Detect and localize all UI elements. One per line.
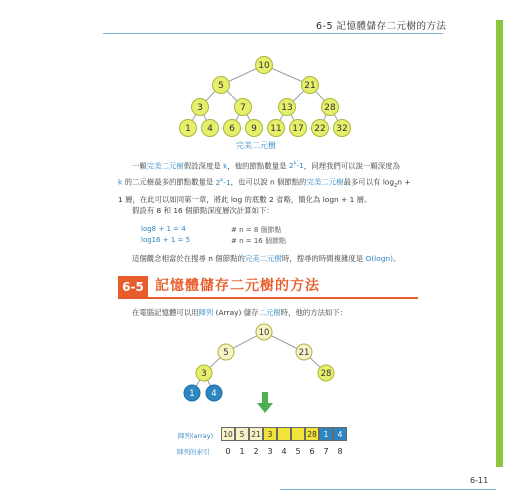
array-index: 4 [281, 447, 287, 456]
formula-exp: k [220, 177, 224, 184]
formula-exp: k [293, 161, 297, 167]
term-array: 陣列 [198, 308, 214, 317]
term-binary-tree: 二元樹 [258, 308, 281, 317]
term-perfect-binary-tree: 完美二元樹 [306, 177, 344, 187]
array-cell [277, 427, 291, 441]
tree2-nodes [184, 324, 334, 401]
tree-node [256, 324, 272, 340]
tree-node [206, 385, 222, 401]
running-header: 6-5 記憶體儲存二元樹的方法 [316, 21, 447, 32]
formula-rest: -1 [296, 161, 304, 171]
text-run: 。 [393, 254, 401, 263]
tree-node [184, 385, 200, 401]
text-run: 時，他的方法如下： [280, 308, 348, 317]
svg-text:32: 32 [336, 124, 348, 134]
section-number-badge: 6-5 [118, 276, 148, 297]
array-cell: 5 [235, 427, 249, 441]
formula-base: 2 [215, 177, 221, 187]
array-cell [291, 427, 305, 441]
array-index: 6 [309, 447, 315, 456]
svg-text:28: 28 [324, 103, 336, 113]
formula-log8: log8 + 1 = 4 [141, 225, 186, 233]
comment-n16: # n = 16 個節點 [231, 237, 286, 245]
paragraph-line: 1 層，在此可以如同第一章，將此 log 的底數 2 省略，簡化為 logn + 1 層。 [118, 195, 372, 205]
svg-text:4: 4 [211, 389, 217, 399]
text-run: 時，搜尋的時間複雜度是 [281, 254, 366, 263]
array-cell: 28 [305, 427, 319, 441]
svg-text:21: 21 [304, 81, 316, 91]
array-index: 5 [295, 447, 301, 456]
text-run: 一顆 [132, 161, 147, 171]
tree-node [218, 344, 234, 360]
formula-base: 2 [288, 161, 294, 171]
text-run: 這個觀念相當於在搜尋 n 個節點的 [132, 254, 245, 263]
term-perfect-binary-tree: 完美二元樹 [146, 161, 184, 171]
text-run: 假設深度是 [183, 161, 224, 171]
term-perfect-binary-tree: 完美二元樹 [244, 254, 282, 263]
svg-text:10: 10 [258, 328, 270, 338]
svg-text:28: 28 [320, 369, 332, 379]
tree-node [318, 365, 334, 381]
text-run: 在電腦記憶體可以用 [132, 308, 199, 317]
array-index: 2 [253, 447, 259, 456]
comment-n8: # n = 8 個節點 [231, 226, 282, 234]
svg-text:21: 21 [298, 348, 310, 358]
svg-text:9: 9 [251, 124, 257, 134]
array-index: 8 [337, 447, 343, 456]
text-run: ，同理我們可以說一顆深度為 [303, 161, 400, 171]
svg-text:11: 11 [270, 124, 282, 134]
formula-log16: log16 + 1 = 5 [141, 236, 191, 244]
paragraph-example: 假設有 8 和 16 個節點深度層次計算如下： [132, 206, 274, 215]
array-label: 陣列(array) [178, 432, 214, 440]
svg-text:3: 3 [197, 103, 203, 113]
var-k: k [118, 177, 123, 187]
svg-text:4: 4 [207, 124, 213, 134]
array-index: 1 [239, 447, 245, 456]
figure-caption: 完美二元樹 [236, 141, 276, 150]
tree-node [296, 344, 312, 360]
svg-text:17: 17 [292, 124, 304, 134]
svg-text:22: 22 [314, 124, 326, 134]
array-index-label: 陣列的索引 [177, 448, 210, 456]
array-cell: 1 [319, 427, 333, 441]
svg-text:1: 1 [185, 124, 191, 134]
formula-rest: -1 [223, 177, 231, 187]
array-index: 7 [323, 447, 329, 456]
var-k: k [223, 161, 228, 171]
tree-node [196, 365, 212, 381]
array-index: 0 [225, 447, 231, 456]
array-cell: 21 [249, 427, 263, 441]
footer-rule [280, 489, 496, 490]
svg-text:1: 1 [189, 389, 195, 399]
complexity-value: O(logn) [365, 254, 394, 263]
text-run: 的二元樹最多的節點數量是 [122, 177, 216, 187]
log-base: 2 [394, 183, 398, 190]
text-run: ，他的節點數量是 [227, 161, 289, 171]
text-run: n + [397, 177, 411, 187]
svg-text:5: 5 [218, 81, 224, 91]
array-cell: 4 [333, 427, 347, 441]
text-run: (Array) 儲存 [213, 308, 259, 317]
svg-text:10: 10 [258, 61, 270, 71]
page-number: 6-11 [470, 476, 489, 485]
array-index: 3 [267, 447, 273, 456]
text-run: ，也可以說 n 個節點的 [230, 177, 307, 187]
array-cell: 10 [221, 427, 235, 441]
svg-text:13: 13 [281, 103, 293, 113]
down-arrow-icon [257, 392, 273, 413]
svg-text:5: 5 [223, 348, 229, 358]
svg-text:6: 6 [229, 124, 235, 134]
section-title: 記憶體儲存二元樹的方法 [155, 278, 320, 294]
svg-text:3: 3 [201, 369, 207, 379]
text-run: 最多可以有 log [343, 177, 395, 187]
array-cell: 3 [263, 427, 277, 441]
svg-text:7: 7 [240, 103, 246, 113]
